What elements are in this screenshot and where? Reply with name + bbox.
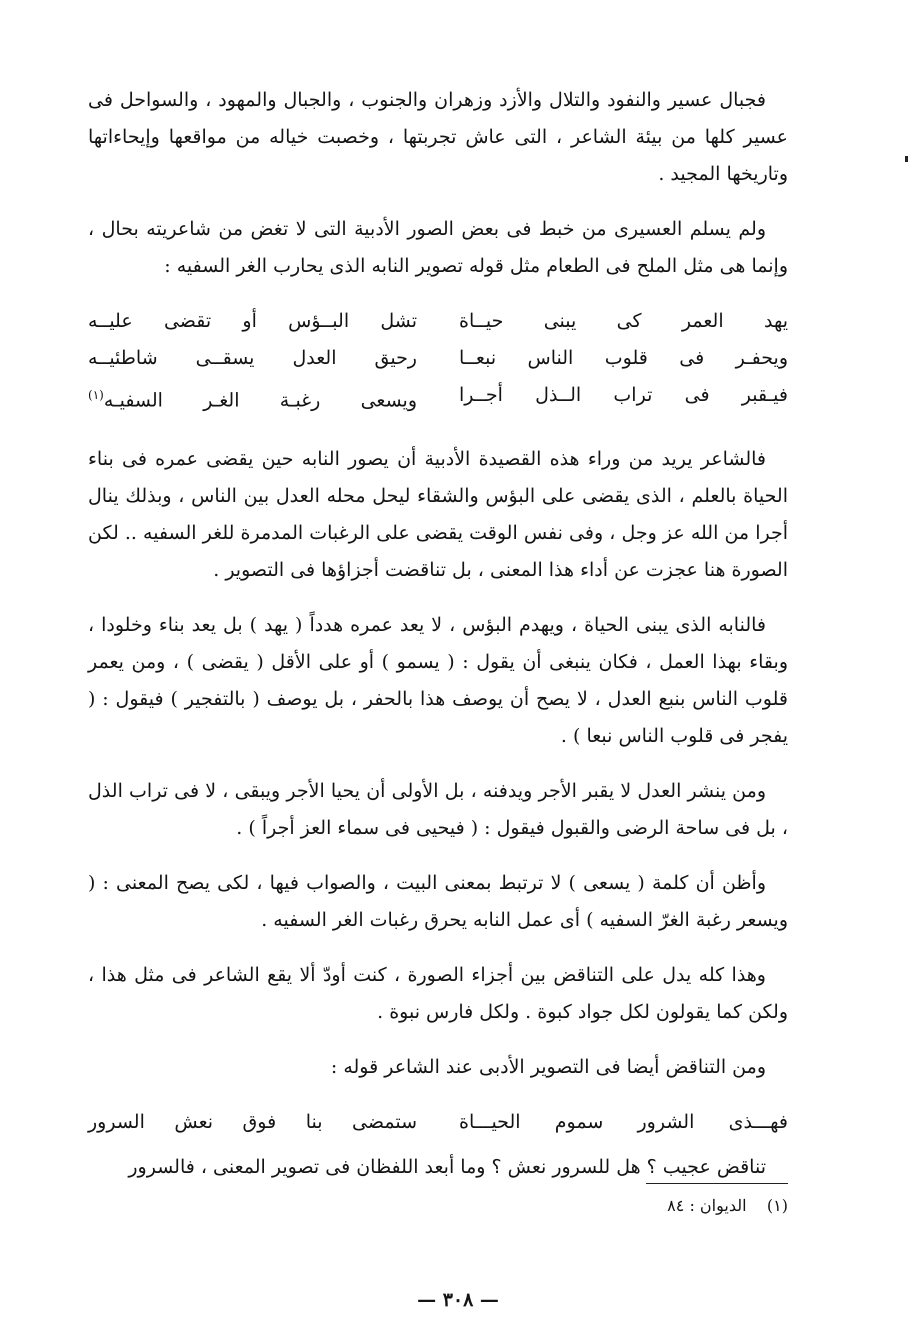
page-number: — ٣٠٨ —	[417, 1289, 499, 1311]
paragraph-9: تناقض عجيب ؟ هل للسرور نعش ؟ وما أبعد اللفظان فى تصوير المعنى ، فالسرور	[128, 1156, 766, 1179]
first-hemistich: فيـقبر فى تراب الــذل أجــرا	[459, 384, 788, 406]
paragraph-3: فالشاعر يريد من وراء هذه القصيدة الأدبية أن يصور النابه حين يقضى عمره فى بناء الحياة بالعلم ، الذى يقضى على البؤس والشقاء ليحل محله العدل بين الناس ، وبذلك ينال أجرا من الله عز وجل ، وفى نفس الوقت يقضى على الرغبات المدمرة للغر السفيه .. لكن الصورة هنا عجزت عن أداء هذا المعنى ، بل تناقضت أجزاؤها فى التصوير .	[88, 448, 788, 582]
paragraph-8: ومن التناقض أيضا فى التصوير الأدبى عند الشاعر قوله :	[330, 1056, 766, 1079]
scan-edge-mark	[905, 156, 908, 162]
verse-line-1	[88, 1104, 788, 1141]
verse-line-3	[88, 377, 788, 419]
second-hemistich: ستمضى بنا فوق نعش السرور	[88, 1111, 417, 1134]
footnote-text: الديوان : ٨٤	[667, 1196, 747, 1215]
poem-2	[88, 1104, 788, 1141]
paragraph-7: وهذا كله يدل على التناقض بين أجزاء الصورة ، كنت أودّ ألا يقع الشاعر فى مثل هذا ، ولكن كما يقولون لكل جواد كبوة . ولكل فارس نبوة .	[88, 964, 788, 1024]
paragraph-1: فجبال عسير والنفود والتلال والأزد وزهران والجنوب ، والجبال والمهود ، والسواحل فى عسير كلها من بيئة الشاعر ، التى عاش تجربتها ، وخصبت خياله من مواقعها وإيحاءاتها وتاريخها المجيد .	[88, 89, 788, 185]
second-hemistich	[88, 377, 417, 419]
footnote-marker: (١)	[88, 388, 104, 402]
page-body	[88, 82, 788, 1204]
hemistich-text: ويسعى رغبـة الغـر السفيـه	[103, 389, 417, 412]
first-hemistich: ويحفـر فى قلوب الناس نبعــا	[459, 347, 788, 369]
footnote-divider	[646, 1183, 788, 1184]
paragraph-4: فالنابه الذى يبنى الحياة ، ويهدم البؤس ، لا يعد عمره هدداً ( يهد ) بل يعد بناء وخلودا ، وبقاء بهذا العمل ، فكان ينبغى أن يقول : ( يسمو ) أو على الأقل ( يقضى ) ، ومن يعمر قلوب الناس بنبع العدل ، لا يصح أن يوصف هذا بالحفر ، بل يوصف ( بالتفجير ) فيقول : ( يفجر فى قلوب الناس نبعا ) .	[88, 614, 788, 748]
paragraph-5: ومن ينشر العدل لا يقبر الأجر ويدفنه ، بل الأولى أن يحيا الأجر ويبقى ، لا فى تراب الذل ، بل فى ساحة الرضى والقبول فيقول : ( فيحيى فى سماء العز أجراً ) .	[88, 780, 788, 840]
verse-line-1	[88, 303, 788, 340]
paragraph-2: ولم يسلم العسيرى من خبط فى بعض الصور الأدبية التى لا تغض من شاعريته بحال ، وإنما هى مثل الملح فى الطعام مثل قوله تصوير النابه الذى يحارب الغر السفيه :	[88, 218, 788, 277]
paragraph-6: وأظن أن كلمة ( يسعى ) لا ترتبط بمعنى البيت ، والصواب فيها ، لكى يصح المعنى : ( ويسعر رغبة الغرّ السفيه ) أى عمل النابه يحرق رغبات الغر السفيه .	[88, 872, 788, 932]
verse-line-2	[88, 340, 788, 377]
footnote	[667, 1194, 788, 1218]
first-hemistich: يهد العمر كى يبنى حيــاة	[459, 310, 788, 332]
footnote-number: (١)	[766, 1196, 788, 1215]
poem-1	[88, 303, 788, 419]
first-hemistich: فهـــذى الشرور سموم الحيـــاة	[459, 1111, 788, 1134]
second-hemistich: رحيق العدل يسقــى شاطئيــه	[88, 347, 417, 369]
second-hemistich: تشل البــؤس أو تقضى عليــه	[88, 310, 417, 332]
